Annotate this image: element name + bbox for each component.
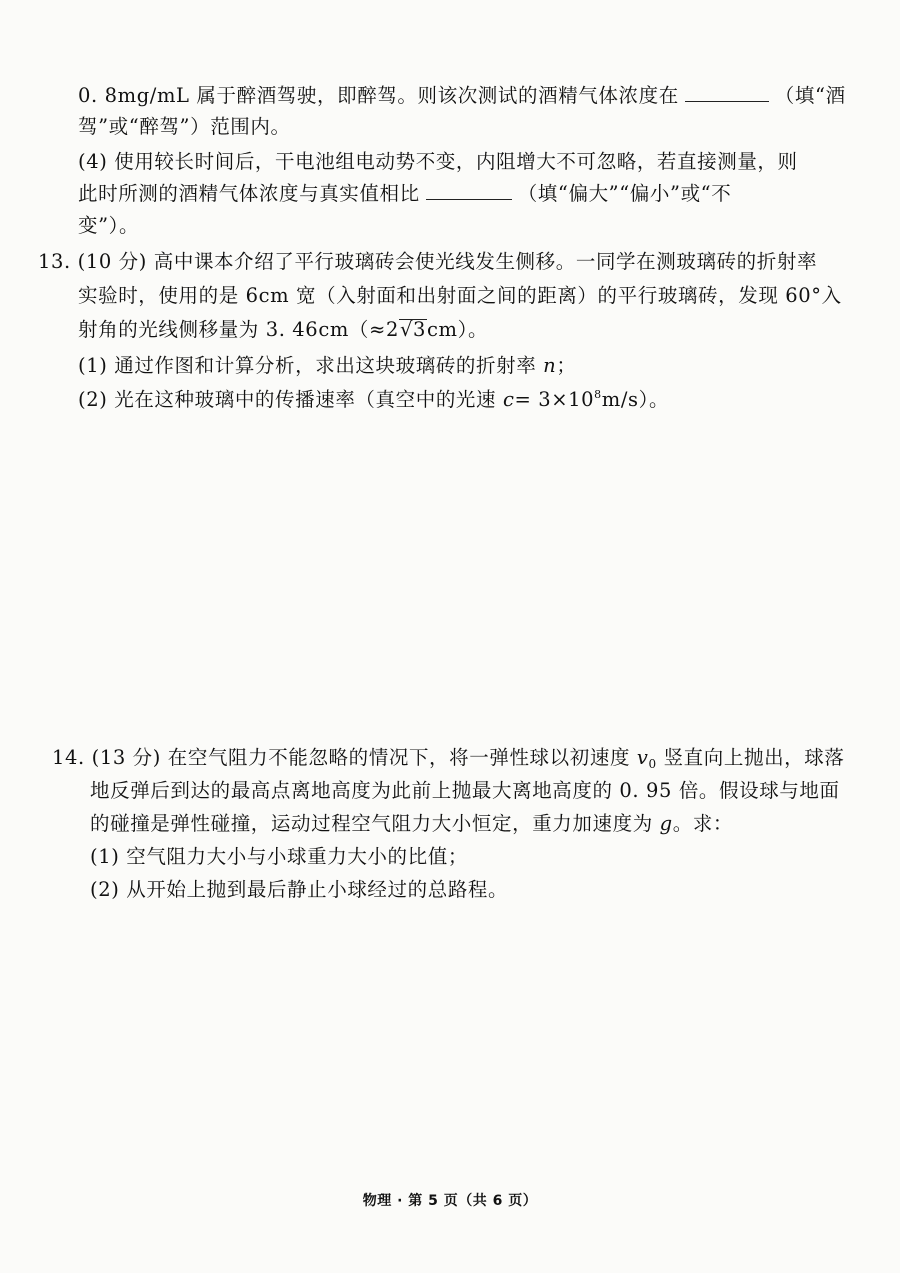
q13-sub2-text-c: m/s）。	[601, 388, 670, 411]
q13-sub2-text-b: = 3×10	[514, 388, 595, 411]
q12-line-1	[78, 82, 846, 110]
q14-line-3-text-b: 。求：	[672, 812, 734, 835]
q12-part4-line-2-text-b: （填“偏大”“偏小”或“不	[517, 182, 732, 205]
q14-line-2: 地反弹后到达的最高点离地高度为此前上抛最大离地高度的 0. 95 倍。假设球与地面	[90, 779, 840, 802]
q13-sub2-text-a: (2) 光在这种玻璃中的传播速率（真空中的光速	[78, 388, 497, 411]
q14-subquestion-2: (2) 从开始上抛到最后静止小球经过的总路程。	[90, 878, 509, 901]
q12-part4-line-2-text-a: 此时所测的酒精气体浓度与真实值相比	[78, 182, 420, 205]
q14-line-1-text-b: 竖直向上抛出，球落	[663, 746, 845, 769]
q14-line-1	[52, 744, 844, 772]
q14-subquestion-1: (1) 空气阻力大小与小球重力大小的比值；	[90, 845, 468, 868]
q13-subquestion-1	[78, 352, 576, 380]
initial-velocity-variable: v	[636, 746, 649, 769]
q12-line-1-text-a: 0. 8mg/mL 属于醉酒驾驶，即醉驾。则该次测试的酒精气体浓度在	[78, 84, 679, 107]
q12-line-1-text-b: （填“酒	[774, 84, 846, 107]
q13-line-1	[38, 248, 817, 276]
q13-sub1-text-b: ；	[556, 354, 577, 377]
answer-blank-1[interactable]	[685, 83, 769, 102]
light-speed-variable: c	[502, 388, 515, 411]
q12-part4-line-3: 变”）。	[78, 214, 140, 237]
refractive-index-variable: n	[543, 354, 557, 377]
q14-line-3	[90, 810, 733, 838]
q12-part4-line-1: (4) 使用较长时间后，干电池组电动势不变，内阻增大不可忽略，若直接测量，则	[78, 150, 798, 173]
q13-subquestion-2	[78, 386, 669, 414]
q12-line-2: 驾”或“醉驾”）范围内。	[78, 115, 291, 138]
answer-blank-2[interactable]	[426, 181, 512, 200]
q14-line-3-text-a: 的碰撞是弹性碰撞，运动过程空气阻力大小恒定，重力加速度为	[90, 812, 653, 835]
q13-sub1-text-a: (1) 通过作图和计算分析，求出这块玻璃砖的折射率	[78, 354, 537, 377]
exponent: 8	[594, 388, 602, 401]
q13-line-1-text: (10 分) 高中课本介绍了平行玻璃砖会使光线发生侧移。一同学在测玻璃砖的折射率	[77, 250, 818, 273]
gravity-variable: g	[659, 812, 673, 835]
velocity-subscript: 0	[648, 757, 657, 771]
page-footer: 物理 · 第 5 页（共 6 页）	[362, 1193, 538, 1209]
q14-line-1-text-a: (13 分) 在空气阻力不能忽略的情况下，将一弹性球以初速度	[91, 746, 631, 769]
q13-line-3-text-a: 射角的光线侧移量为 3. 46cm（≈2	[78, 318, 399, 341]
q14-number: 14.	[52, 746, 85, 769]
q12-part4-line-2	[78, 180, 731, 208]
sqrt-three: √3	[399, 318, 427, 341]
q13-line-2: 实验时，使用的是 6cm 宽（入射面和出射面之间的距离）的平行玻璃砖，发现 60°入	[78, 284, 842, 307]
q13-line-3	[78, 316, 488, 344]
q13-number: 13.	[38, 250, 71, 273]
q13-line-3-text-b: cm）。	[427, 318, 489, 341]
